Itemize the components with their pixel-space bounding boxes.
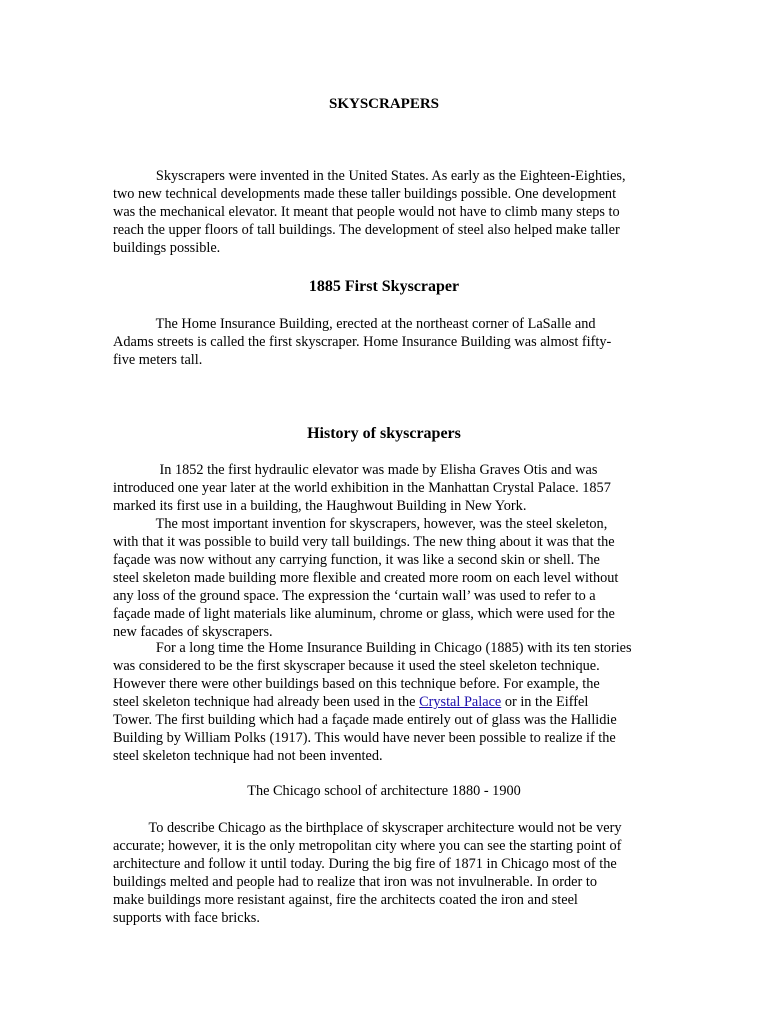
history-paragraph-2 [113, 515, 653, 641]
text-line: introduced one year later at the world exhibition in the Manhattan Crystal Palace. 1857 [113, 480, 611, 496]
document-title: SKYSCRAPERS [328, 96, 440, 112]
text-line: The most important invention for skyscrapers, however, was the steel skeleton, [113, 516, 608, 532]
text-line: Tower. The first building which had a façade made entirely out of glass was the Hallidie [113, 712, 617, 728]
intro-paragraph [113, 167, 653, 257]
text-line: Building by William Polks (1917). This would have never been possible to realize if the [113, 730, 616, 746]
text-line: Adams streets is called the first skyscraper. Home Insurance Building was almost fifty- [113, 334, 612, 350]
section-heading-first-skyscraper: 1885 First Skyscraper [308, 278, 460, 295]
text-line: The Home Insurance Building, erected at the northeast corner of LaSalle and [113, 316, 596, 332]
first-skyscraper-paragraph [113, 315, 653, 369]
text-line: façade was now without any carrying function, it was like a second skin or shell. The [113, 552, 600, 568]
text-line: any loss of the ground space. The expression the ‘curtain wall’ was used to refer to a [113, 588, 596, 604]
text-line: was considered to be the first skyscraper because it used the steel skeleton technique. [113, 658, 600, 674]
history-paragraph-3 [113, 639, 653, 765]
history-paragraph-1 [113, 461, 653, 515]
link-line-text-before: steel skeleton technique had already been used in the [113, 694, 420, 710]
text-line: new facades of skyscrapers. [113, 624, 273, 640]
text-line: accurate; however, it is the only metropolitan city where you can see the starting point of [113, 838, 622, 854]
text-line: two new technical developments made these taller buildings possible. One development [113, 186, 617, 202]
text-line: buildings possible. [113, 240, 221, 256]
text-line-with-link [113, 693, 653, 711]
text-line: To describe Chicago as the birthplace of skyscraper architecture would not be very [113, 820, 622, 836]
text-line: reach the upper floors of tall buildings. The development of steel also helped make taller [113, 222, 620, 238]
link-line-text-after: or in the Eiffel [501, 694, 589, 710]
text-line: buildings melted and people had to realize that iron was not invulnerable. In order to [113, 874, 597, 890]
text-line: In 1852 the first hydraulic elevator was made by Elisha Graves Otis and was [113, 462, 598, 478]
text-line: steel skeleton technique had not been invented. [113, 748, 383, 764]
crystal-palace-link[interactable]: Crystal Palace [419, 694, 502, 710]
text-line: steel skeleton made building more flexible and created more room on each level without [113, 570, 619, 586]
text-line: make buildings more resistant against, fire the architects coated the iron and steel [113, 892, 578, 908]
text-line: façade made of light materials like aluminum, chrome or glass, which were used for the [113, 606, 615, 622]
text-line: marked its first use in a building, the Haughwout Building in New York. [113, 498, 527, 514]
text-line: with that it was possible to build very tall buildings. The new thing about it was that the [113, 534, 615, 550]
chicago-school-paragraph [113, 819, 653, 927]
text-line: Skyscrapers were invented in the United States. As early as the Eighteen-Eighties, [113, 168, 626, 184]
section-heading-history: History of skyscrapers [307, 425, 461, 442]
text-line: architecture and follow it until today. During the big fire of 1871 in Chicago most of the [113, 856, 617, 872]
text-line: However there were other buildings based on this technique before. For example, the [113, 676, 600, 692]
text-line: was the mechanical elevator. It meant that people would not have to climb many steps to [113, 204, 620, 220]
text-line: supports with face bricks. [113, 910, 260, 926]
section-heading-chicago-school: The Chicago school of architecture 1880 - 1900 [247, 783, 521, 799]
text-line: For a long time the Home Insurance Building in Chicago (1885) with its ten stories [113, 640, 632, 656]
text-line: five meters tall. [113, 352, 203, 368]
